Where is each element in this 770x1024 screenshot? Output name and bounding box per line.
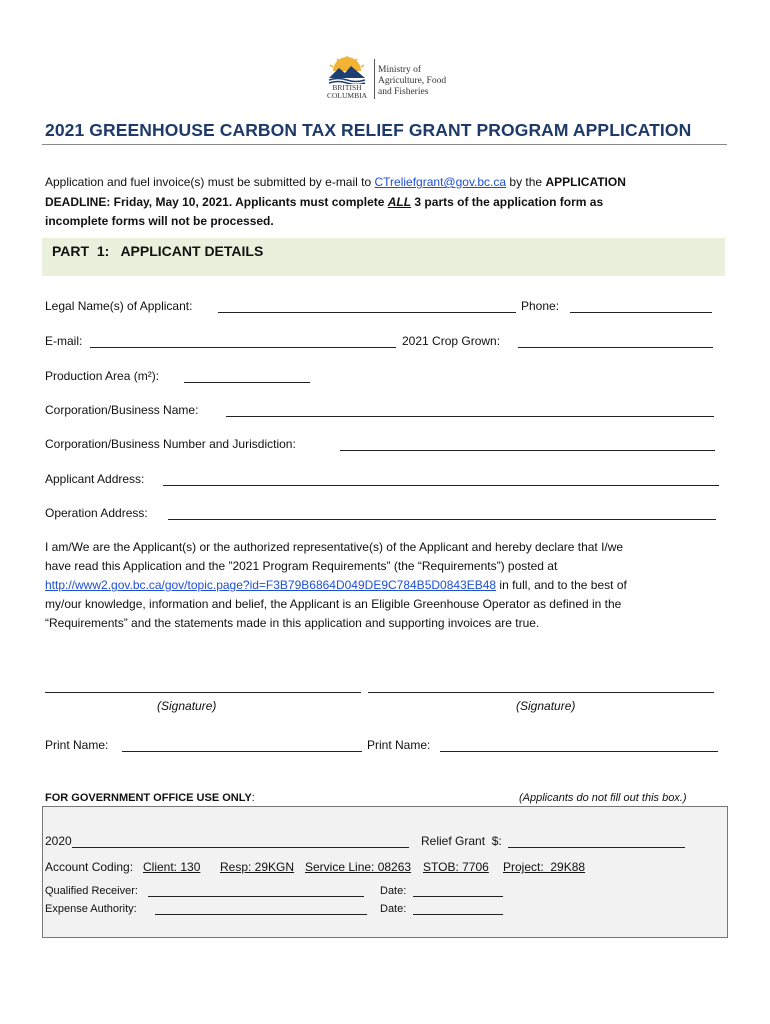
intro-line1: Application and fuel invoice(s) must be submitted by e-mail to CTreliefgrant@gov.bc.ca by the APPLICATION xyxy=(45,175,626,189)
declaration-line5: “Requirements” and the statements made in this application and supporting invoices are true. xyxy=(45,616,540,630)
account-coding-label: Account Coding: xyxy=(45,860,134,874)
expense-authority-field[interactable] xyxy=(155,902,367,915)
print-name-label-2: Print Name: xyxy=(367,738,431,752)
logo-province-line2: COLUMBIA xyxy=(326,91,367,100)
logo-ministry-line1: Ministry of xyxy=(378,65,422,75)
production-area-field[interactable] xyxy=(184,370,310,383)
print-name-field-2[interactable] xyxy=(440,739,718,752)
gov-year-field[interactable] xyxy=(72,835,409,848)
print-name-field-1[interactable] xyxy=(122,739,362,752)
all-emphasis: ALL xyxy=(387,195,412,209)
part1-heading: PART 1: APPLICANT DETAILS xyxy=(52,243,264,259)
email-link[interactable]: CTreliefgrant@gov.bc.ca xyxy=(374,175,507,189)
phone-label: Phone: xyxy=(521,299,560,313)
legal-name-label: Legal Name(s) of Applicant: xyxy=(45,299,193,313)
gov-note: (Applicants do not fill out this box.) xyxy=(519,792,687,804)
email-label: E-mail: xyxy=(45,334,83,348)
relief-grant-label: Relief Grant $: xyxy=(421,834,502,848)
bc-sun-mountain-icon xyxy=(326,56,368,84)
gov-year: 2020 xyxy=(45,834,72,848)
applicant-address-label: Applicant Address: xyxy=(45,472,145,486)
logo-ministry-line3: and Fisheries xyxy=(378,87,429,97)
production-area-label: Production Area (m²): xyxy=(45,369,160,383)
print-name-label-1: Print Name: xyxy=(45,738,109,752)
crop-label: 2021 Crop Grown: xyxy=(402,334,501,348)
logo-province-line1: BRITISH xyxy=(332,83,362,92)
corp-number-label: Corporation/Business Number and Jurisdiction: xyxy=(45,437,296,451)
date-field-2[interactable] xyxy=(413,902,503,915)
logo-divider xyxy=(374,59,375,99)
declaration-line3: http://www2.gov.bc.ca/gov/topic.page?id=F3B79B6864D049DE9C784B5D0843EB48 in full, and to the best of xyxy=(45,578,627,592)
corp-name-field[interactable] xyxy=(226,404,714,417)
declaration-line1: I am/We are the Applicant(s) or the authorized representative(s) of the Applicant and hereby declare that I/we xyxy=(45,540,624,554)
logo-ministry-line2: Agriculture, Food xyxy=(378,76,447,86)
phone-field[interactable] xyxy=(570,300,712,313)
stob-code: STOB: 7706 xyxy=(423,860,489,874)
declaration-line2: have read this Application and the ”2021 Program Requirements” (the “Requirements”) posted at xyxy=(45,559,558,573)
relief-grant-field[interactable] xyxy=(508,835,685,848)
qualified-receiver-field[interactable] xyxy=(148,884,364,897)
signature-line-1[interactable] xyxy=(45,692,361,693)
service-line-code: Service Line: 08263 xyxy=(305,860,412,874)
gov-heading: FOR GOVERNMENT OFFICE USE ONLY: xyxy=(45,792,255,804)
client-code: Client: 130 xyxy=(143,860,201,874)
legal-name-field[interactable] xyxy=(218,300,516,313)
expense-authority-label: Expense Authority: xyxy=(45,903,137,915)
date-field-1[interactable] xyxy=(413,884,503,897)
corp-number-field[interactable] xyxy=(340,438,715,451)
signature-label-2: (Signature) xyxy=(516,699,576,713)
signature-label-1: (Signature) xyxy=(157,699,217,713)
crop-field[interactable] xyxy=(518,335,713,348)
date-label-2: Date: xyxy=(380,903,407,915)
intro-line3: incomplete forms will not be processed. xyxy=(45,214,274,228)
page-title: 2021 GREENHOUSE CARBON TAX RELIEF GRANT PROGRAM APPLICATION xyxy=(45,120,692,140)
resp-code: Resp: 29KGN xyxy=(220,860,295,874)
email-field[interactable] xyxy=(90,335,396,348)
signature-line-2[interactable] xyxy=(368,692,714,693)
qualified-receiver-label: Qualified Receiver: xyxy=(45,885,138,897)
account-coding-row xyxy=(45,860,133,874)
applicant-address-field[interactable] xyxy=(163,473,719,486)
title-rule xyxy=(42,144,727,145)
corp-name-label: Corporation/Business Name: xyxy=(45,403,199,417)
bc-logo xyxy=(322,56,462,102)
requirements-link[interactable]: http://www2.gov.bc.ca/gov/topic.page?id=F3B79B6864D049DE9C784B5D0843EB48 xyxy=(45,578,497,592)
intro-line2: DEADLINE: Friday, May 10, 2021. Applicants must complete ALL 3 parts of the application form as xyxy=(45,195,604,209)
date-label-1: Date: xyxy=(380,885,407,897)
operation-address-field[interactable] xyxy=(168,507,716,520)
operation-address-label: Operation Address: xyxy=(45,506,148,520)
declaration-line4: my/our knowledge, information and belief, the Applicant is an Eligible Greenhouse Operator as defined in the xyxy=(45,597,622,611)
project-code: Project: 29K88 xyxy=(503,860,586,874)
